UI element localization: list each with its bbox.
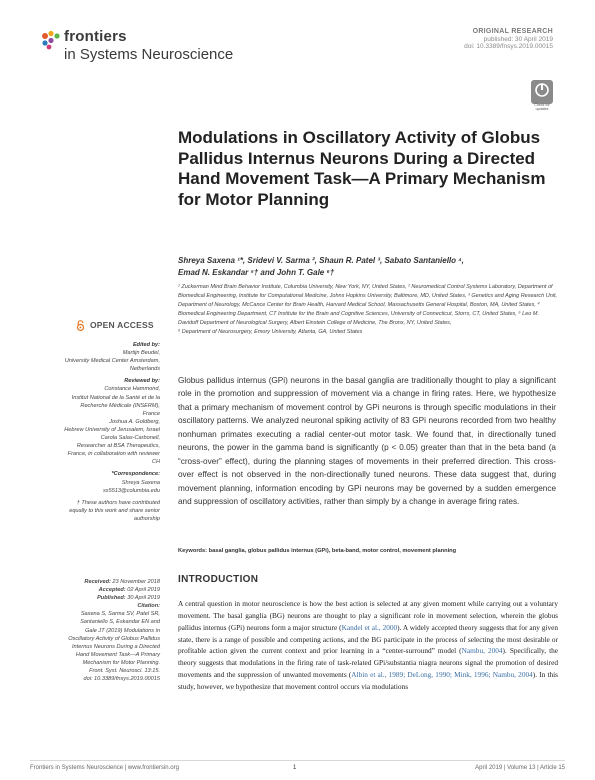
intro-text: ). Specifically, the theory suggests that modulations in the firing rate of task-related GPi/substantia niagra neurons signal the promotion of desired movements and the suppression of unwanted movements ( — [178, 646, 558, 680]
open-access-lock-icon — [76, 320, 85, 331]
affiliation-text: ¹ Zuckerman Mind Brain Behavior Institute, Columbia University, New York, NY, United States, ² Neuromedical Control Systems Laboratory, Department of Biomedical Engineering, Institute for Computational Medicine, Johns Hopkins University, Baltimore, MD, United States, ³ Genetics and Aging Research Unit, Department of Neurology, McCance Center for Brain Health, Harvard Medical School, Massachusetts General Hospital, Boston, MA, United States, ⁴ Biomedical Engineering Department, CT Institute for the Brain and Cognitive Sciences, University of Connecticut, Storrs, CT, United States, ⁵ Leo M. Davidoff Department of Neurological Surgery, Albert Einstein College of Medicine, The Bronx, NY, United States, — [178, 284, 558, 326]
reviewer-line[interactable]: Carola Salas-Carbonell, — [100, 435, 160, 442]
doi-link[interactable]: doi: 10.3389/fnsys.2019.00015 — [464, 43, 553, 50]
reviewer-line: Researcher at BSA Therapeutics, — [76, 443, 160, 450]
citation-line: Santaniello S, Eskandar EN and — [80, 619, 160, 626]
article-meta — [353, 28, 553, 50]
published-label: Published: — [97, 595, 126, 602]
citation-line: Saxena S, Sarma SV, Patel SR, — [80, 611, 160, 618]
correspondence-email[interactable]: ss5513@columbia.edu — [103, 487, 160, 494]
reviewer-line: France, in collaboration with reviewer — [67, 451, 160, 458]
footer-divider — [30, 760, 565, 761]
brand-name: frontiers — [64, 28, 127, 45]
reviewed-by-label: Reviewed by: — [124, 378, 160, 385]
editor-line: University Medical Center Amsterdam, — [64, 358, 160, 365]
citation-line: Front. Syst. Neurosci. 13:15. — [89, 668, 160, 675]
footer-journal[interactable]: Frontiers in Systems Neuroscience | www.frontiersin.org — [30, 765, 179, 771]
section-heading: INTRODUCTION — [178, 574, 259, 585]
editor-line: Netherlands — [129, 366, 160, 373]
crossmark-icon — [531, 80, 553, 98]
intro-text: ). A widely accepted theory suggests that for any given state, there is a range of possible and competing actions, and the BG participate in the process of selecting the most desirable or profitable action given the current context and prior learning in a “center-surround” model ( — [178, 622, 558, 656]
journal-name: in Systems Neuroscience — [64, 46, 234, 63]
reviewer-line: CH — [151, 459, 160, 466]
received-label: Received: — [84, 579, 111, 585]
correspondence-label: *Correspondence: — [111, 471, 160, 478]
citation-link[interactable]: Kandel et al., 2000 — [341, 622, 398, 632]
equal-contribution-note: authorship — [133, 515, 160, 522]
citation-link[interactable]: Nambu, 2004 — [461, 646, 503, 656]
author-line[interactable]: Shreya Saxena ¹*, Sridevi V. Sarma ², Shaun R. Patel ³, Sabato Santaniello ⁴, — [178, 256, 464, 265]
published-value: 30 April 2019 — [127, 595, 160, 602]
citation-label: Citation: — [137, 603, 160, 610]
author-list — [178, 255, 558, 278]
reviewer-line: Institut National de la Santé et de la — [71, 394, 160, 401]
published-date: published: 30 April 2019 — [483, 36, 553, 43]
received-value: 23 November 2018 — [112, 579, 160, 585]
equal-contribution-note: † These authors have contributed — [76, 499, 160, 506]
accepted-value: 02 April 2019 — [127, 587, 160, 594]
article-type: ORIGINAL RESEARCH — [472, 28, 553, 35]
reviewer-line[interactable]: Constance Hammond, — [104, 386, 160, 393]
article-dates — [30, 578, 160, 683]
check-for-updates-label[interactable]: Check for updates — [534, 103, 550, 111]
abstract-text: Globus pallidus internus (GPi) neurons in the basal ganglia are traditionally thought to play a significant role in the promotion and suppression of movement via a change in firing rates. Here, we hypothesize that a primary mechanism of movement control by GPi neurons is through specific modulations in their oscillatory patterns. We analyzed neuronal spiking activity of 83 GPi neurons recorded from two healthy nonhuman primates executing a radial center-out motor task. We found that, in directionally tuned neurons, the power in the gamma band is significantly (p < 0.05) greater than that in the beta band (a “cross-over” effect), during the planning stages of movements in their preferred direction. This cross-over effect is not observed in the non-directionally tuned neurons. These data suggest that, during movement planning, information encoding by GPi neurons may be governed by a sudden emergence and suppression of oscillatory activities, rather than simply by a change in average firing rates. — [178, 376, 556, 507]
keywords — [178, 548, 558, 554]
journal-logo[interactable] — [40, 28, 234, 72]
reviewer-line: Recherche Médicale (INSERM), — [80, 402, 160, 409]
edited-by-label: Edited by: — [132, 342, 160, 348]
editor-line[interactable]: Martijn Beudel, — [122, 350, 160, 357]
citation-line: Gale JT (2019) Modulations in — [85, 627, 160, 634]
footer-volume: April 2019 | Volume 13 | Article 15 — [475, 765, 565, 771]
accepted-label: Accepted: — [98, 587, 126, 594]
article-title: Modulations in Oscillatory Activity of Globus Pallidus Internus Neurons During a Directed Hand Movement Task—A Primary Mechanism for Motor Planning — [178, 128, 546, 209]
intro-paragraph — [178, 598, 558, 693]
intro-text: ). In this study, however, we hypothesize that movement control occurs via modulations — [178, 670, 559, 691]
author-line[interactable]: Emad N. Eskandar ⁵† and John T. Gale ⁶† — [178, 267, 335, 277]
citation-link[interactable]: Albin et al., 1989; DeLong, 1990; Mink, 1996; Nambu, 2004 — [351, 670, 533, 680]
keywords-label: Keywords: — [178, 548, 208, 554]
editorial-sidebar — [30, 341, 160, 523]
reviewer-line: France — [142, 410, 160, 417]
correspondence-name: Shreya Saxena — [121, 479, 160, 486]
citation-line: Mechanism for Motor Planning. — [82, 659, 160, 666]
citation-line: Internus Neurons During a Directed — [72, 643, 160, 650]
affiliation-text: ⁶ Department of Neurosurgery, Emory University, Atlanta, GA, United States — [178, 328, 363, 335]
reviewer-line: Hebrew University of Jerusalem, Israel — [64, 426, 160, 433]
received-date — [30, 578, 160, 586]
open-access-label: OPEN ACCESS — [90, 320, 154, 330]
intro-text: A central question in motor neuroscience is how the best action is selected at any given moment while carrying out a voluntary movement. The basal ganglia (BG) neurons are thought to play a significant role in movement selection, wherein the globus pallidus internus (GPi) neurons form a major structure ( — [178, 599, 558, 632]
affiliations — [178, 283, 560, 336]
accepted-date — [30, 586, 160, 594]
published-date-sidebar — [30, 594, 160, 602]
check-for-updates-icon[interactable] — [531, 80, 553, 104]
citation-line: Hand Movement Task—A Primary — [75, 651, 160, 658]
citation-line: Oscillatory Activity of Globus Pallidus — [68, 635, 160, 642]
frontiers-logo-icon — [40, 30, 62, 52]
keywords-text: basal ganglia, globus pallidus internus (GPi), beta-band, motor control, movement planning — [208, 548, 457, 554]
equal-contribution-note: equally to this work and share senior — [69, 507, 160, 514]
page-number: 1 — [293, 765, 297, 771]
citation-line[interactable]: doi: 10.3389/fnsys.2019.00015 — [83, 676, 160, 683]
reviewer-line[interactable]: Joshua A. Goldberg, — [109, 418, 160, 425]
